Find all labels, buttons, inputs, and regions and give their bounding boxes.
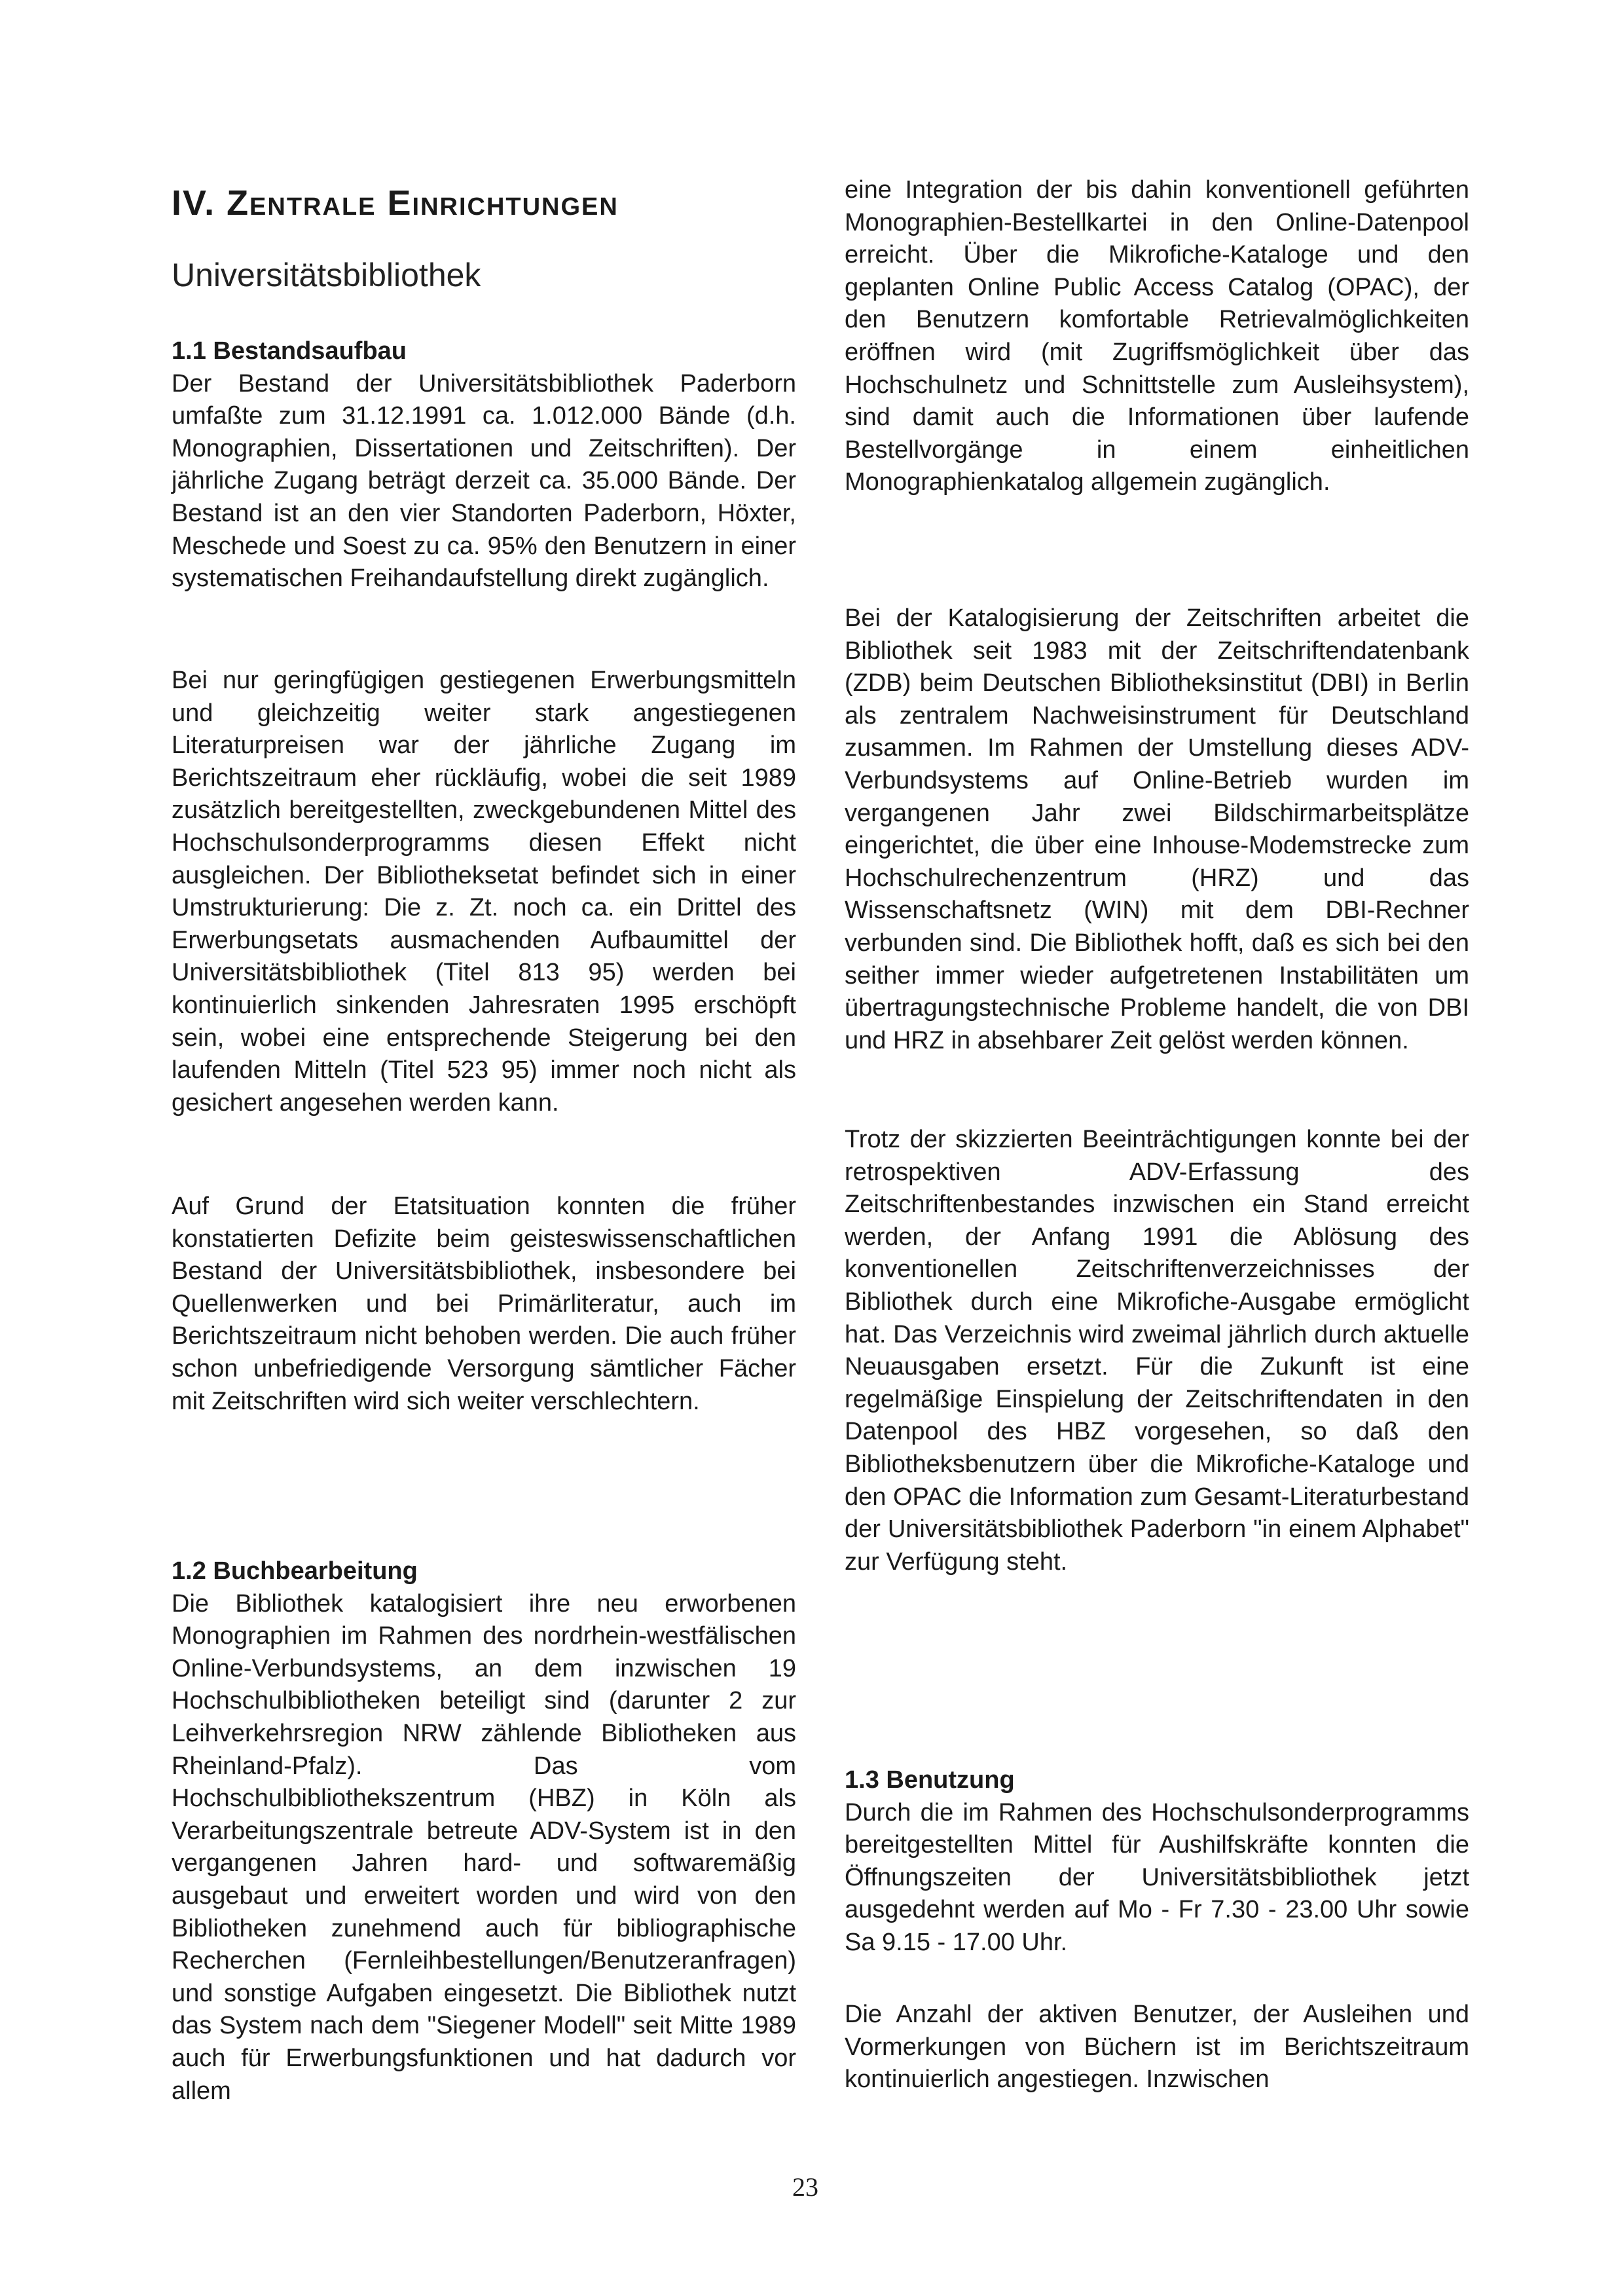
section-1-1: [172, 335, 796, 595]
section-subtitle: Universitätsbibliothek: [172, 257, 481, 293]
page-number: 23: [792, 2172, 818, 2202]
paragraph: eine Integration der bis dahin konventionell geführten Monographien-Bestellkartei in den Online-Datenpool erreicht. Über die Mikrofiche-Kataloge und den geplanten Online Public Access Catalog (OPAC), der den Benutzern komfortable Retrievalmöglichkeiten eröffnen wird (mit Zugriffsmöglichkeit über das Hochschulnetz und Schnittstelle zum Ausleihsystem), sind damit auch die Informationen über laufende Bestellvorgänge in einem einheitlichen Monographienkatalog allgemein zugänglich.: [845, 176, 1469, 496]
paragraph-block: [845, 174, 1469, 499]
paragraph-block: [845, 602, 1469, 1057]
paragraph: Die Bibliothek katalogisiert ihre neu erworbenen Monographien im Rahmen des nordrhein-westfälischen Online-Verbundsystems, an dem inzwischen 19 Hochschulbibliotheken beteiligt sind (darunter 2 zur Leihverkehrsregion NRW zählende Bibliotheken aus Rheinland-Pfalz). Das vom Hochschulbibliothekszentrum (HBZ) in Köln als Verarbeitungszentrale betreute ADV-System ist in den vergangenen Jahren hard- und softwaremäßig ausgebaut und erweitert worden und wird von den Bibliotheken zunehmend auch für bibliographische Recherchen (Fernleihbestellungen/Benutzeranfragen) und sonstige Aufgaben eingesetzt. Die Bibliothek nutzt das System nach dem "Siegener Modell" seit Mitte 1989 auch für Erwerbungsfunktionen und hat dadurch vor allem: [172, 1589, 796, 2105]
paragraph: Bei nur geringfügigen gestiegenen Erwerbungsmitteln und gleichzeitig weiter stark angestiegenen Literaturpreisen war der jährliche Zugang im Berichtszeitraum eher rückläufig, wobei die seit 1989 zusätzlich bereitgestellten, zweckgebundenen Mittel des Hochschulsonderprogramms diesen Effekt nicht ausgleichen. Der Bibliotheksetat befindet sich in einer Umstrukturierung: Die z. Zt. noch ca. ein Drittel des Erwerbungsetats ausmachenden Aufbaumittel der Universitätsbibliothek (Titel 813 95) werden bei kontinuierlich sinkenden Jahresraten 1995 erschöpft sein, wobei eine entsprechende Steigerung bei den laufenden Mitteln (Titel 523 95) immer noch nicht als gesichert angesehen werden kann.: [172, 667, 796, 1117]
paragraph: Durch die im Rahmen des Hochschulsonderprogramms bereitgestellten Mittel für Aushilfskräfte konnten die Öffnungszeiten der Universitätsbibliothek jetzt ausgedehnt werden auf Mo - Fr 7.30 - 23.00 Uhr sowie Sa 9.15 - 17.00 Uhr.: [845, 1798, 1469, 1956]
paragraph-block: [845, 1124, 1469, 1578]
paragraph: Die Anzahl der aktiven Benutzer, der Ausleihen und Vormerkungen von Büchern ist im Berichtszeitraum kontinuierlich angestiegen. Inzwischen: [845, 2001, 1469, 2094]
paragraph: Trotz der skizzierten Beeinträchtigungen konnte bei der retrospektiven ADV-Erfassung des Zeitschriftenbestandes inzwischen ein Stand erreicht werden, der Anfang 1991 die Ablösung des konventionellen Zeitschriftenverzeichnisses der Bibliothek durch eine Mikrofiche-Ausgabe ermöglicht hat. Das Verzeichnis wird zweimal jährlich durch aktuelle Neuausgaben ersetzt. Für die Zukunft ist eine regelmäßige Einspielung der Zeitschriftendaten in den Datenpool des HBZ vorgesehen, so daß den Bibliotheksbenutzern über die Mikrofiche-Kataloge und den OPAC die Information zum Gesamt-Literaturbestand der Universitätsbibliothek Paderborn "in einem Alphabet" zur Verfügung steht.: [845, 1126, 1469, 1576]
paragraph-block: [845, 1999, 1469, 2096]
paragraph-block: [172, 665, 796, 1119]
heading-bestandsaufbau: 1.1 Bestandsaufbau: [172, 337, 407, 365]
heading-benutzung: 1.3 Benutzung: [845, 1766, 1015, 1794]
section-1-2: [172, 1555, 796, 2107]
paragraph: Bei der Katalogisierung der Zeitschriften arbeitet die Bibliothek seit 1983 mit der Zeitschriftendatenbank (ZDB) beim Deutschen Bibliotheksinstitut (DBI) in Berlin als zentralem Nachweisinstrument für Deutschland zusammen. Im Rahmen der Umstellung dieses ADV-Verbundsystems auf Online-Betrieb wurden im vergangenen Jahr zwei Bildschirmarbeitsplätze eingerichtet, die über eine Inhouse-Modemstrecke zum Hochschulrechenzentrum (HRZ) und das Wissenschaftsnetz (WIN) mit dem DBI-Rechner verbunden sind. Die Bibliothek hofft, daß es sich bei den seither immer wieder aufgetretenen Instabilitäten um übertragungstechnische Probleme handelt, die von DBI und HRZ in absehbarer Zeit gelöst werden können.: [845, 604, 1469, 1054]
paragraph-block: [172, 1191, 796, 1418]
heading-buchbearbeitung: 1.2 Buchbearbeitung: [172, 1557, 418, 1585]
paragraph: Auf Grund der Etatsituation konnten die früher konstatierten Defizite beim geisteswissenschaftlichen Bestand der Universitätsbibliothek, insbesondere bei Quellenwerken und bei Primärliteratur, auch im Berichtszeitraum nicht behoben werden. Die auch früher schon unbefriedigende Versorgung sämtlicher Fächer mit Zeitschriften wird sich weiter verschlechtern.: [172, 1193, 796, 1415]
chapter-title: IV. Zentrale Einrichtungen: [172, 183, 619, 223]
section-1-3: [845, 1764, 1469, 1959]
paragraph: Der Bestand der Universitätsbibliothek Paderborn umfaßte zum 31.12.1991 ca. 1.012.000 Bände (d.h. Monographien, Dissertationen und Zeitschriften). Der jährliche Zugang beträgt derzeit ca. 35.000 Bände. Der Bestand ist an den vier Standorten Paderborn, Höxter, Meschede und Soest zu ca. 95% den Benutzern in einer systematischen Freihandaufstellung direkt zugänglich.: [172, 369, 796, 593]
